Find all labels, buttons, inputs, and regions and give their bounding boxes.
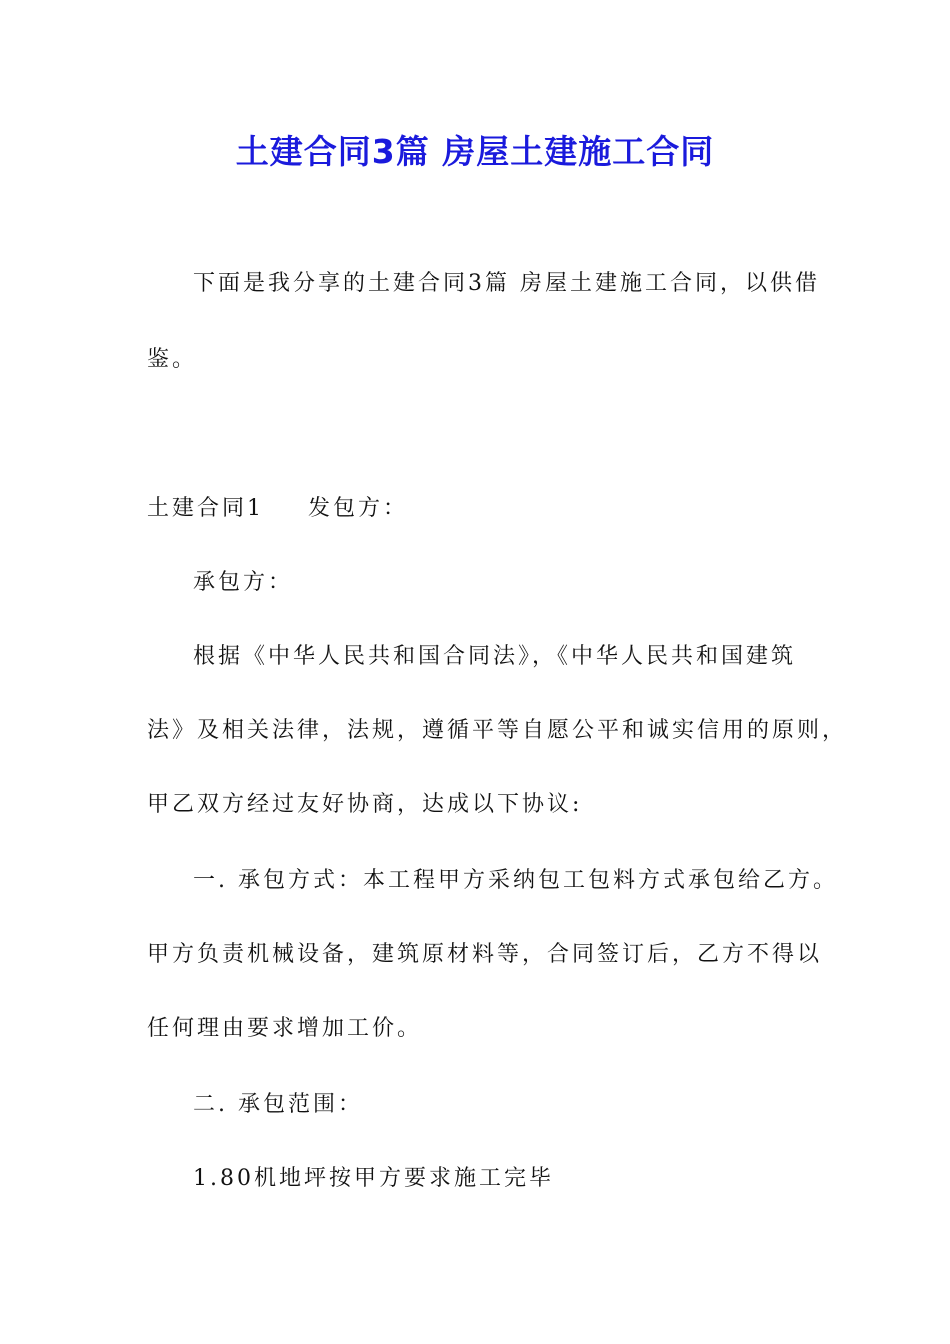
party-b-label: 承包方： [193, 570, 294, 595]
section-heading-row [147, 489, 408, 529]
clause-1-line-2: 甲方负责机械设备，建筑原材料等，合同签订后，乙方不得以 [147, 942, 823, 967]
basis-line-3: 甲乙双方经过友好协商，达成以下协议: [147, 792, 583, 817]
section-heading: 土建合同1 [147, 496, 264, 521]
intro-line-2: 鉴。 [147, 347, 198, 372]
party-a-label: 发包方： [308, 496, 409, 521]
basis-line-2: 法》及相关法律，法规，遵循平等自愿公平和诚实信用的原则， [147, 718, 848, 743]
clause-2-heading: 二. 承包范围： [193, 1092, 363, 1117]
clause-1-line-1: 一. 承包方式：本工程甲方采纳包工包料方式承包给乙方。 [193, 868, 838, 893]
basis-line-1: 根据《中华人民共和国合同法》，《中华人民共和国建筑 [193, 644, 797, 669]
intro-line-1: 下面是我分享的土建合同3篇 房屋土建施工合同，以供借 [193, 271, 820, 296]
clause-1-line-3: 任何理由要求增加工价。 [147, 1016, 423, 1041]
clause-2-item-1: 1.80机地坪按甲方要求施工完毕 [193, 1166, 554, 1191]
document-title: 土建合同3篇 房屋土建施工合同 [235, 132, 715, 171]
